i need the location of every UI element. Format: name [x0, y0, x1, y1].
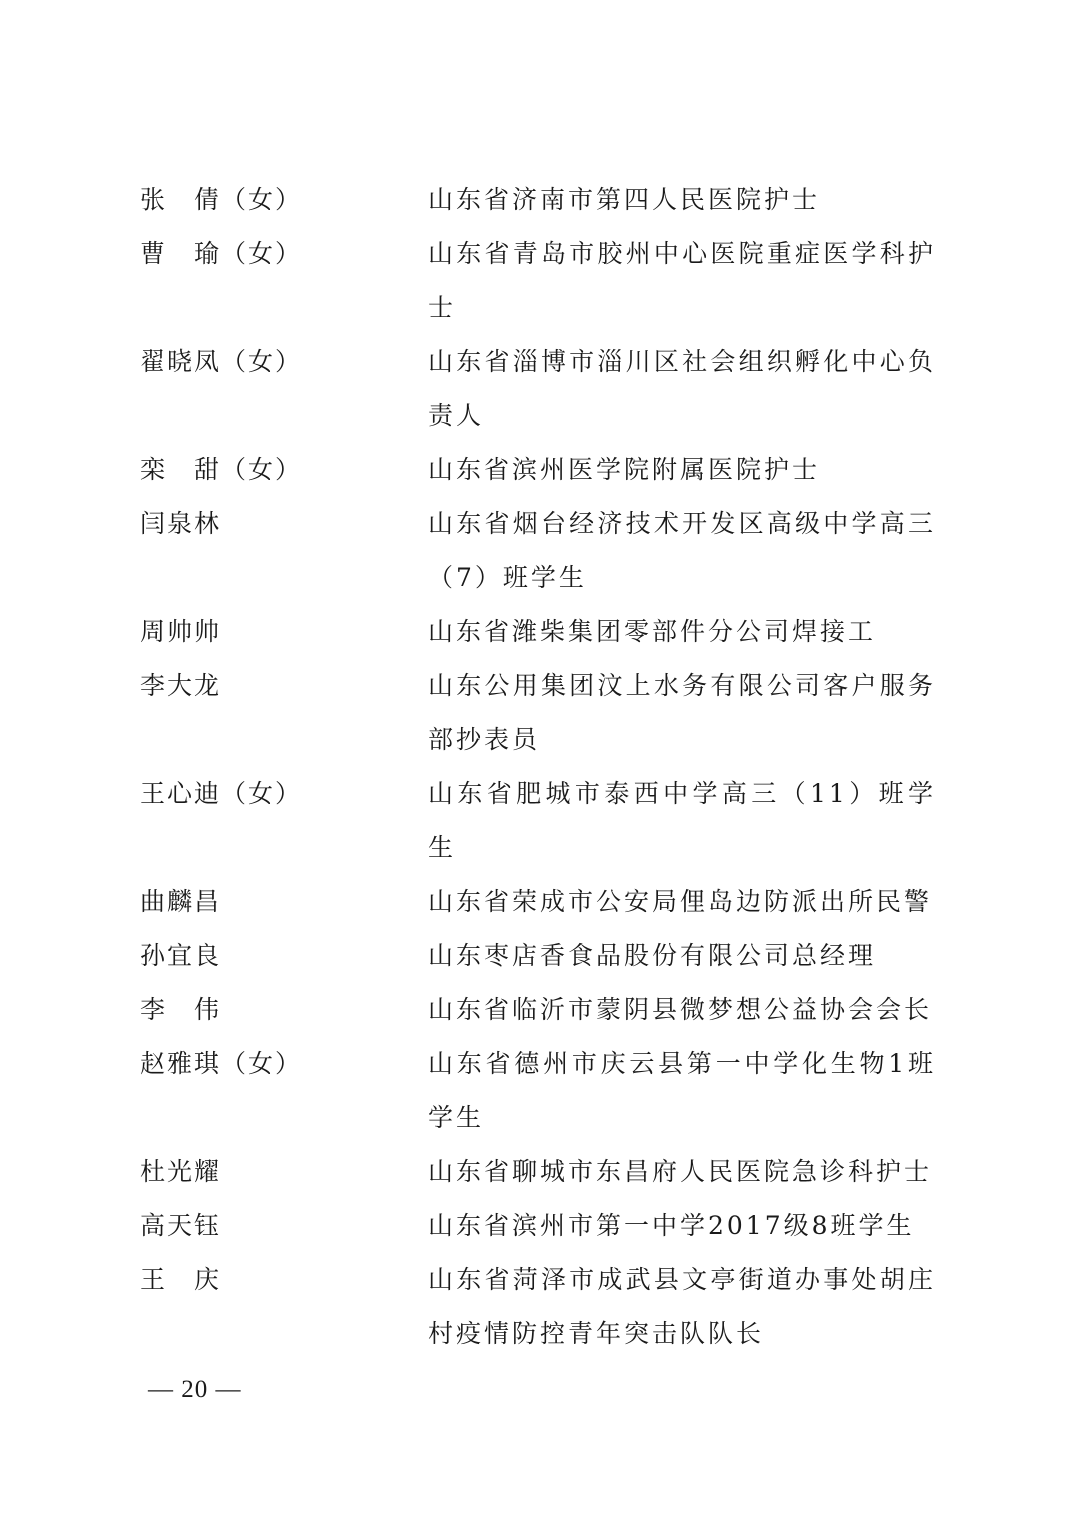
entry-description: 山东省烟台经济技术开发区高级中学高三（7）班学生 [428, 509, 936, 592]
entry-description: 山东省肥城市泰西中学高三（11）班学生 [428, 779, 936, 862]
entry-name: 张 倩（女） [140, 185, 303, 214]
list-item [140, 173, 940, 227]
entry-description: 山东省菏泽市成武县文亭街道办事处胡庄村疫情防控青年突击队队长 [428, 1265, 936, 1348]
entry-description: 山东省滨州医学院附属医院护士 [428, 455, 821, 484]
entry-description: 山东枣店香食品股份有限公司总经理 [428, 941, 877, 970]
list-item [140, 1199, 940, 1253]
list-item [140, 767, 940, 875]
entry-name: 高天钰 [140, 1211, 222, 1240]
page-number: — 20 — [148, 1376, 242, 1403]
entry-name: 翟晓凤（女） [140, 347, 303, 376]
list-item [140, 443, 940, 497]
entry-description: 山东省潍柴集团零部件分公司焊接工 [428, 617, 877, 646]
list-item [140, 875, 940, 929]
entry-name: 赵雅琪（女） [140, 1049, 303, 1078]
entry-description: 山东省临沂市蒙阴县微梦想公益协会会长 [428, 995, 933, 1024]
entry-name: 王 庆 [140, 1265, 222, 1294]
entry-name: 王心迪（女） [140, 779, 303, 808]
list-item [140, 335, 940, 443]
entry-name: 孙宜良 [140, 941, 222, 970]
entry-name: 栾 甜（女） [140, 455, 303, 484]
entry-description: 山东省滨州市第一中学2017级8班学生 [428, 1211, 915, 1240]
entry-name: 李 伟 [140, 995, 222, 1024]
entry-name: 闫泉林 [140, 509, 222, 538]
entry-description: 山东公用集团汶上水务有限公司客户服务部抄表员 [428, 671, 936, 754]
entry-description: 山东省济南市第四人民医院护士 [428, 185, 821, 214]
entry-description: 山东省德州市庆云县第一中学化生物1班学生 [428, 1049, 936, 1132]
entry-description: 山东省青岛市胶州中心医院重症医学科护士 [428, 239, 936, 322]
list-item [140, 227, 940, 335]
entry-description: 山东省聊城市东昌府人民医院急诊科护士 [428, 1157, 933, 1186]
entry-name: 杜光耀 [140, 1157, 222, 1186]
list-item [140, 605, 940, 659]
list-item [140, 1253, 940, 1361]
entry-name: 周帅帅 [140, 617, 222, 646]
entry-name: 李大龙 [140, 671, 222, 700]
entry-description: 山东省淄博市淄川区社会组织孵化中心负责人 [428, 347, 936, 430]
entry-name: 曹 瑜（女） [140, 239, 303, 268]
entry-name: 曲麟昌 [140, 887, 222, 916]
honoree-list [140, 173, 940, 1361]
list-item [140, 983, 940, 1037]
entry-description: 山东省荣成市公安局俚岛边防派出所民警 [428, 887, 933, 916]
list-item [140, 497, 940, 605]
list-item [140, 929, 940, 983]
list-item [140, 1037, 940, 1145]
list-item [140, 1145, 940, 1199]
list-item [140, 659, 940, 767]
